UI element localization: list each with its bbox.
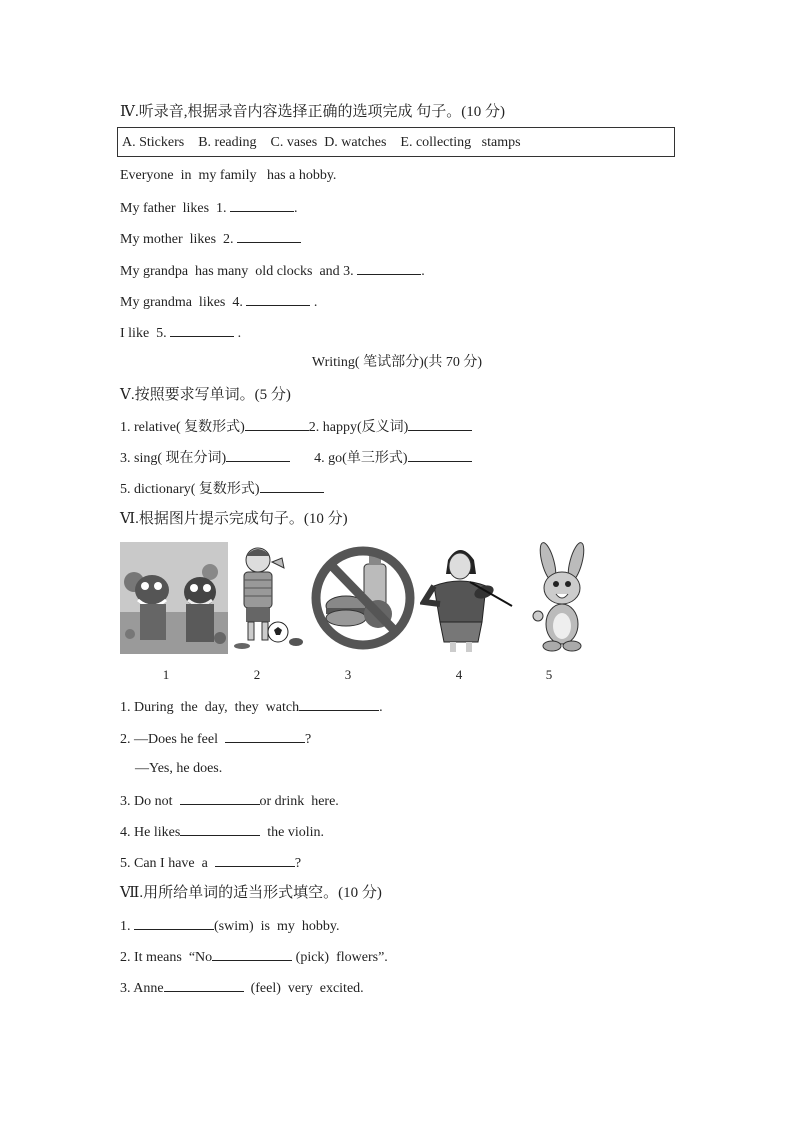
s6-q5-text: 5. Can I have a xyxy=(120,856,215,871)
writing-heading: Writing( 笔试部分)(共 70 分) xyxy=(311,355,483,370)
options-box xyxy=(117,127,675,157)
s6-q2-text: 2. —Does he feel xyxy=(120,732,225,747)
s4-q3-end: . xyxy=(421,264,425,279)
s6-q4-text: 4. He likes xyxy=(120,825,181,840)
s7-q1 xyxy=(120,916,339,936)
intro-sentence: Everyone in my family has a hobby. xyxy=(120,168,337,183)
s7-q1-text: 1. xyxy=(120,919,134,934)
answer-blank[interactable] xyxy=(245,417,309,431)
girl-violin-picture xyxy=(420,542,516,654)
s4-q3-text: My grandpa has many old clocks and 3. xyxy=(120,264,358,279)
no-food-drink-sign xyxy=(308,542,418,654)
s6-q3-end: or drink here. xyxy=(259,794,339,809)
answer-blank[interactable] xyxy=(164,978,244,992)
s7-q3-end: (feel) very excited. xyxy=(243,981,364,996)
s4-q1-text: My father likes 1. xyxy=(120,201,231,216)
s6-q4-end: the violin. xyxy=(260,825,325,840)
answer-blank[interactable] xyxy=(212,947,292,961)
section4-heading: Ⅳ.听录音,根据录音内容选择正确的选项完成 句子。(10 分) xyxy=(120,104,505,120)
s4-q5-text: I like 5. xyxy=(120,326,171,341)
s4-q4-end: . xyxy=(310,295,318,310)
s4-q5 xyxy=(120,323,241,343)
s7-q1-end: (swim) is my hobby. xyxy=(214,919,340,934)
s6-q1-text: 1. During the day, they watch xyxy=(120,700,300,715)
answer-blank[interactable] xyxy=(170,323,234,337)
s5-q4-text: 4. go(单三形式) xyxy=(314,451,408,466)
s5-row2 xyxy=(120,448,472,468)
s4-q2 xyxy=(120,229,301,249)
s4-q1 xyxy=(120,198,298,218)
pic-number-2: 2 xyxy=(253,667,261,682)
s7-q3-text: 3. Anne xyxy=(120,981,164,996)
s6-q5 xyxy=(120,853,301,873)
s6-q2-end: ? xyxy=(304,732,312,747)
pic-number-5: 5 xyxy=(545,667,553,682)
s4-q3 xyxy=(120,261,425,281)
pic-number-3: 3 xyxy=(344,667,352,682)
section5-heading: Ⅴ.按照要求写单词。(5 分) xyxy=(120,387,291,403)
s4-q4-text: My grandma likes 4. xyxy=(120,295,247,310)
s6-q1-end: . xyxy=(379,700,383,715)
section7-heading: Ⅶ.用所给单词的适当形式填空。(10 分) xyxy=(120,885,382,901)
answer-blank[interactable] xyxy=(260,479,324,493)
options-text: A. Stickers B. reading C. vases D. watches E. collecting stamps xyxy=(122,135,521,150)
s7-q3 xyxy=(120,978,364,998)
boy-with-ball-picture xyxy=(232,542,306,654)
answer-blank[interactable] xyxy=(408,448,472,462)
s4-q5-end: . xyxy=(234,326,242,341)
s5-q3-text: 3. sing( 现在分词) xyxy=(120,451,227,466)
s5-row1 xyxy=(120,417,472,437)
answer-blank[interactable] xyxy=(180,791,260,805)
answer-blank[interactable] xyxy=(237,229,301,243)
s5-q1-text: 1. relative( 复数形式) xyxy=(120,420,245,435)
answer-blank[interactable] xyxy=(299,697,379,711)
answer-blank[interactable] xyxy=(246,292,310,306)
s6-q4 xyxy=(120,822,324,842)
s4-q1-end: . xyxy=(294,201,298,216)
s5-q5-text: 5. dictionary( 复数形式) xyxy=(120,482,260,497)
s6-q3 xyxy=(120,791,339,811)
s6-q3-text: 3. Do not xyxy=(120,794,180,809)
s6-q1 xyxy=(120,697,383,717)
answer-blank[interactable] xyxy=(215,853,295,867)
pic-number-4: 4 xyxy=(455,667,463,682)
s4-q2-text: My mother likes 2. xyxy=(120,232,238,247)
answer-blank[interactable] xyxy=(180,822,260,836)
s6-q5-end: ? xyxy=(294,856,302,871)
answer-blank[interactable] xyxy=(226,448,290,462)
s6-q2 xyxy=(120,729,311,749)
answer-blank[interactable] xyxy=(357,261,421,275)
answer-blank[interactable] xyxy=(134,916,214,930)
answer-blank[interactable] xyxy=(225,729,305,743)
s7-q2 xyxy=(120,947,388,967)
s5-row3 xyxy=(120,479,324,499)
rabbit-picture xyxy=(528,542,594,654)
answer-blank[interactable] xyxy=(230,198,294,212)
s7-q2-end: (pick) flowers”. xyxy=(292,950,388,965)
pic-number-1: 1 xyxy=(162,667,170,682)
s5-q2-text: 2. happy(反义词) xyxy=(308,420,409,435)
lion-dance-picture xyxy=(120,542,228,654)
answer-blank[interactable] xyxy=(408,417,472,431)
s6-q2-answer: —Yes, he does. xyxy=(135,761,223,776)
s4-q4 xyxy=(120,292,317,312)
section6-heading: Ⅵ.根据图片提示完成句子。(10 分) xyxy=(120,511,348,527)
s7-q2-text: 2. It means “No xyxy=(120,950,213,965)
